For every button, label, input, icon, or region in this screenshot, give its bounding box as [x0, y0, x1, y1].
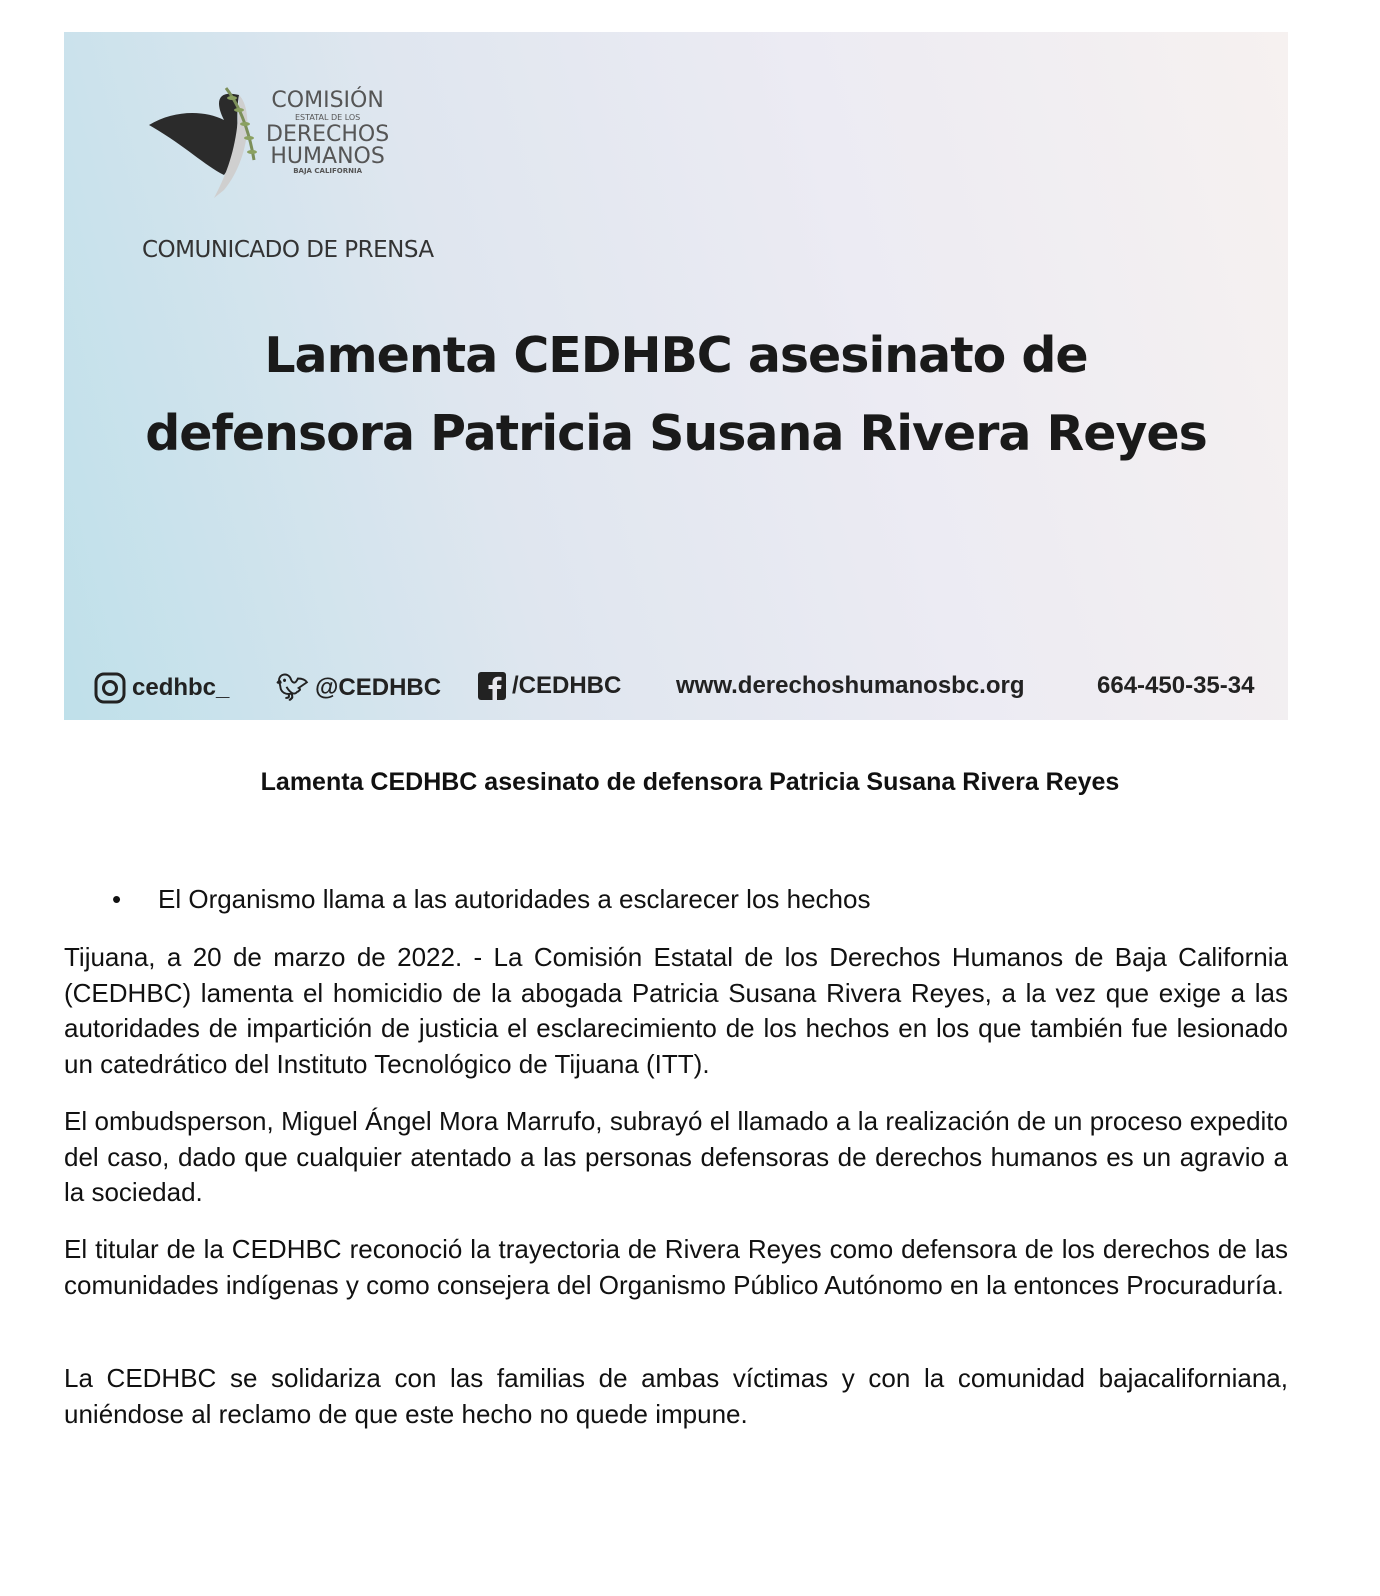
banner-title: Lamenta CEDHBC asesinato de defensora Patricia Susana Rivera Reyes	[145, 327, 1207, 462]
paragraph: El titular de la CEDHBC reconoció la trayectoria de Rivera Reyes como defensora de los derechos de las comunidades indígenas y como consejera del Organismo Público Autónomo en la entonces Procuraduría.	[64, 1234, 1288, 1300]
logo-text: COMISIÓN ESTATAL DE LOS DERECHOS HUMANOS BAJA CALIFORNIA	[266, 88, 390, 175]
website: www.derechoshumanosbc.org	[676, 672, 1025, 699]
facebook-handle: /CEDHBC	[478, 672, 621, 700]
paragraph: El ombudsperson, Miguel Ángel Mora Marrufo, subrayó el llamado a la realización de un proceso expedito del caso, dado que cualquier atentado a las personas defensoras de derechos humanos es un agravio a la sociedad.	[64, 1106, 1288, 1207]
phone: 664-450-35-34	[1097, 672, 1255, 699]
instagram-handle: cedhbc_	[94, 672, 229, 704]
document-title: Lamenta CEDHBC asesinato de defensora Patricia Susana Rivera Reyes	[260, 768, 1120, 796]
paragraph: Tijuana, a 20 de marzo de 2022. - La Comisión Estatal de los Derechos Humanos de Baja California (CEDHBC) lamenta el homicidio de la abogada Patricia Susana Rivera Reyes, a la vez que exige a las autoridades de impartición de justicia el esclarecimiento de los hechos en los que también fue lesionado un catedrático del Instituto Tecnológico de Tijuana (ITT).	[64, 942, 1288, 1079]
press-label: COMUNICADO DE PRENSA	[142, 237, 434, 263]
twitter-icon: 🐦︎	[276, 672, 310, 702]
bullet-icon: •	[112, 884, 122, 914]
press-release-banner	[64, 32, 1288, 720]
instagram-icon	[94, 672, 126, 704]
facebook-icon	[478, 672, 506, 700]
twitter-handle: 🐦︎ @CEDHBC	[276, 672, 442, 702]
paragraph: La CEDHBC se solidariza con las familias de ambas víctimas y con la comunidad bajacaliforniana, uniéndose al reclamo de que este hecho no quede impune.	[64, 1363, 1288, 1429]
